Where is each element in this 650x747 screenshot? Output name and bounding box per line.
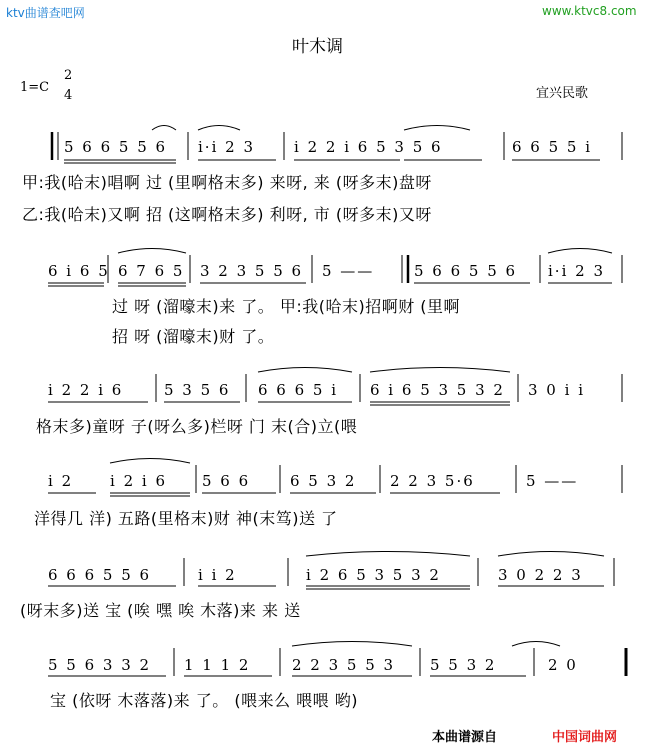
tie-arc xyxy=(548,249,612,254)
key-signature: 1=C xyxy=(20,80,50,95)
tie-arc xyxy=(118,249,186,254)
s2-m2-notes: 6 7 6 5 xyxy=(118,262,185,280)
s3-m3-notes: 6 6 6 5 i xyxy=(258,381,339,399)
tie-arc xyxy=(152,126,176,131)
tie-arc xyxy=(292,642,412,647)
s2-m6-notes: i·i 2 3 xyxy=(548,262,605,280)
s3-m5-notes: 3 0 i i xyxy=(528,381,585,399)
tie-arc xyxy=(110,459,190,464)
s1-m4-notes: 6 6 5 5 i xyxy=(512,138,593,156)
s5-m1-notes: 6 6 6 5 5 6 xyxy=(48,566,152,584)
tie-arc xyxy=(512,642,560,647)
s4-lyric: 洋得几 洋) 五路(里格末)财 神(末笃)送 了 xyxy=(34,509,338,528)
s4-m4-notes: 6 5 3 2 xyxy=(290,472,357,490)
tie-arc xyxy=(404,126,470,131)
s3-m1-notes: i 2 2 i 6 xyxy=(48,381,124,399)
footer-source: 本曲谱源自 xyxy=(432,730,498,745)
s6-lyric: 宝 (依呀 木落落)来 了。 (喂来么 喂喂 哟) xyxy=(50,691,358,710)
s1-m1-notes: 5 6 6 5 5 6 xyxy=(64,138,168,156)
tie-arc xyxy=(370,368,510,373)
s5-m2-notes: i i 2 xyxy=(198,566,237,584)
song-title: 叶木调 xyxy=(292,37,343,57)
tie-arc xyxy=(498,552,604,557)
s4-m1-notes: i 2 xyxy=(48,472,74,490)
time-signature-top: 2 xyxy=(64,68,73,83)
watermark-left: ktv曲谱查吧网 xyxy=(6,6,85,20)
s3-m2-notes: 5 3 5 6 xyxy=(164,381,231,399)
s4-m5-notes: 2 2 3 5·6 xyxy=(390,472,475,490)
genre-label: 宜兴民歌 xyxy=(536,86,589,101)
s4-m3-notes: 5 6 6 xyxy=(202,472,251,490)
s5-m3-notes: i 2 6 5 3 5 3 2 xyxy=(306,566,441,584)
s2-m1-notes: 6 i 6 5 xyxy=(48,262,110,280)
s2-m3-notes: 3 2 3 5 5 6 xyxy=(200,262,304,280)
s2-lyric-b: 招 呀 (溜嚎末)财 了。 xyxy=(112,327,275,346)
s6-m2-notes: 1 1 1 2 xyxy=(184,656,251,674)
s1-lyric-a: 甲:我(哈末)唱啊 过 (里啊格末多) 来呀, 来 (呀多末)盘呀 xyxy=(22,173,432,192)
time-signature-bottom: 4 xyxy=(64,88,73,103)
tie-arc xyxy=(198,126,240,131)
s1-m3-notes: i 2 2 i 6 5 3 5 6 xyxy=(294,138,443,156)
s6-m3-notes: 2 2 3 5 5 3 xyxy=(292,656,396,674)
s5-lyric: (呀末多)送 宝 (唉 嘿 唉 木落)来 来 送 xyxy=(20,601,301,620)
s4-m6-notes: 5 —— xyxy=(526,472,579,490)
s6-m5-notes: 2 0 xyxy=(548,656,578,674)
s4-m2-notes: i 2 i 6 xyxy=(110,472,167,490)
tie-arc xyxy=(306,552,470,557)
s3-lyric: 格末多)童呀 子(呀么多)栏呀 门 末(合)立(喂 xyxy=(36,417,358,436)
s5-m4-notes: 3 0 2 2 3 xyxy=(498,566,583,584)
s6-m4-notes: 5 5 3 2 xyxy=(430,656,497,674)
s2-lyric-a: 过 呀 (溜嚎末)来 了。 甲:我(哈末)招啊财 (里啊 xyxy=(112,297,461,316)
footer-site: 中国词曲网 xyxy=(552,730,618,745)
s2-m5-notes: 5 6 6 5 5 6 xyxy=(414,262,518,280)
s2-m4-notes: 5 —— xyxy=(322,262,375,280)
watermark-right: www.ktvc8.com xyxy=(542,4,637,18)
tie-arc xyxy=(258,368,352,373)
s3-m4-notes: 6 i 6 5 3 5 3 2 xyxy=(370,381,505,399)
s1-m2-notes: i·i 2 3 xyxy=(198,138,255,156)
s1-lyric-b: 乙:我(哈末)又啊 招 (这啊格末多) 利呀, 市 (呀多末)又呀 xyxy=(22,205,432,224)
s6-m1-notes: 5 5 6 3 3 2 xyxy=(48,656,152,674)
